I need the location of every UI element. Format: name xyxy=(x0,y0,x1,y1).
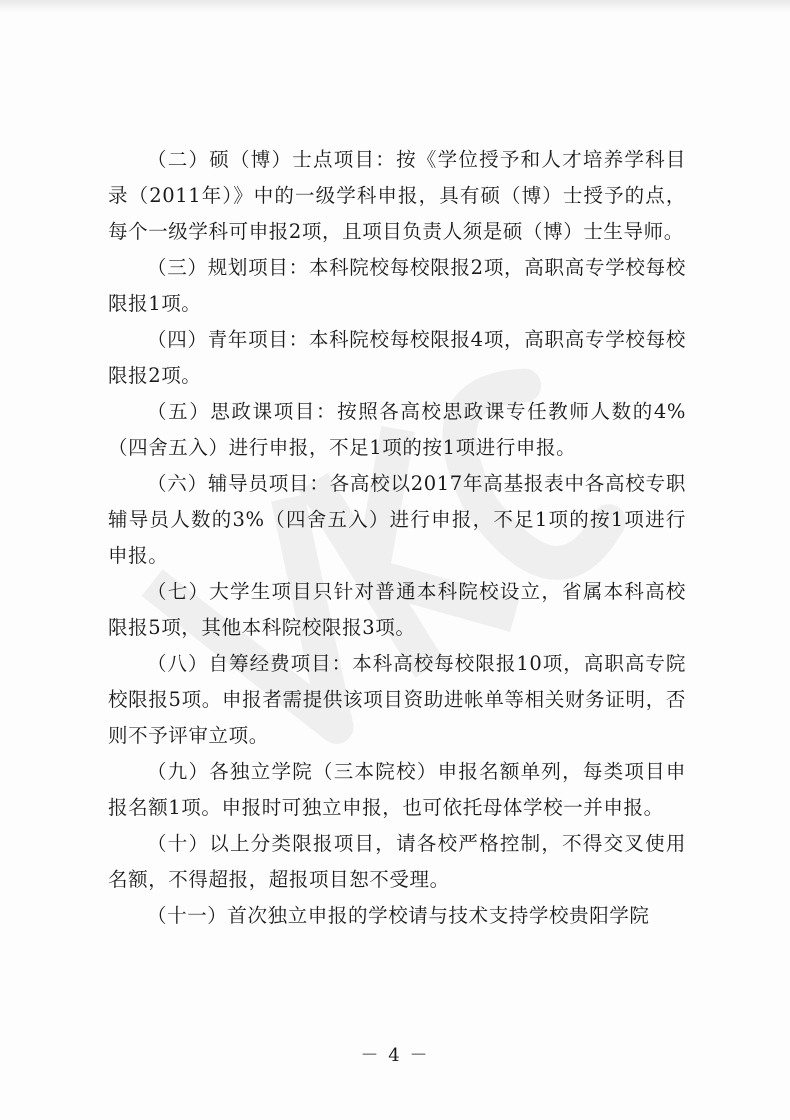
paragraph-first-time-application: （十一）首次独立申报的学校请与技术支持学校贵阳学院 xyxy=(147,904,650,927)
paragraph-master-doctoral-project: （二）硕（博）士点项目：按《学位授予和人才培养学科目录（2011年）》中的一级学科申报，具有硕（博）士授予的点，每个一级学科可申报2项，且项目负责人须是硕（博）士生导师。 xyxy=(108,148,686,243)
paragraph-counselor-project: （六）辅导员项目：各高校以2017年高基报表中各高校专职辅导员人数的3%（四舍五入）进行申报，不足1项的按1项进行申报。 xyxy=(108,472,686,567)
paragraph-planning-project: （三）规划项目：本科院校每校限报2项，高职高专学校每校限报1项。 xyxy=(108,256,686,315)
page-number: － 4 － xyxy=(360,1045,430,1066)
document-body xyxy=(108,142,686,934)
paragraph-student-project: （七）大学生项目只针对普通本科院校设立，省属本科高校限报5项，其他本科院校限报3项。 xyxy=(108,580,686,639)
paragraph-ideological-course-project: （五）思政课项目：按照各高校思政课专任教师人数的4%（四舍五入）进行申报，不足1项的按1项进行申报。 xyxy=(108,400,686,459)
paragraph-youth-project: （四）青年项目：本科院校每校限报4项，高职高专学校每校限报2项。 xyxy=(108,328,686,387)
scan-edge-shadow xyxy=(0,0,790,12)
paragraph-independent-college: （九）各独立学院（三本院校）申报名额单列，每类项目申报名额1项。申报时可独立申报，也可依托母体学校一并申报。 xyxy=(108,760,686,819)
paragraph-quota-control: （十）以上分类限报项目，请各校严格控制，不得交叉使用名额，不得超报，超报项目恕不受理。 xyxy=(108,832,686,891)
paragraph-self-funded-project: （八）自筹经费项目：本科高校每校限报10项，高职高专院校限报5项。申报者需提供该项目资助进帐单等相关财务证明，否则不予评审立项。 xyxy=(108,652,686,747)
